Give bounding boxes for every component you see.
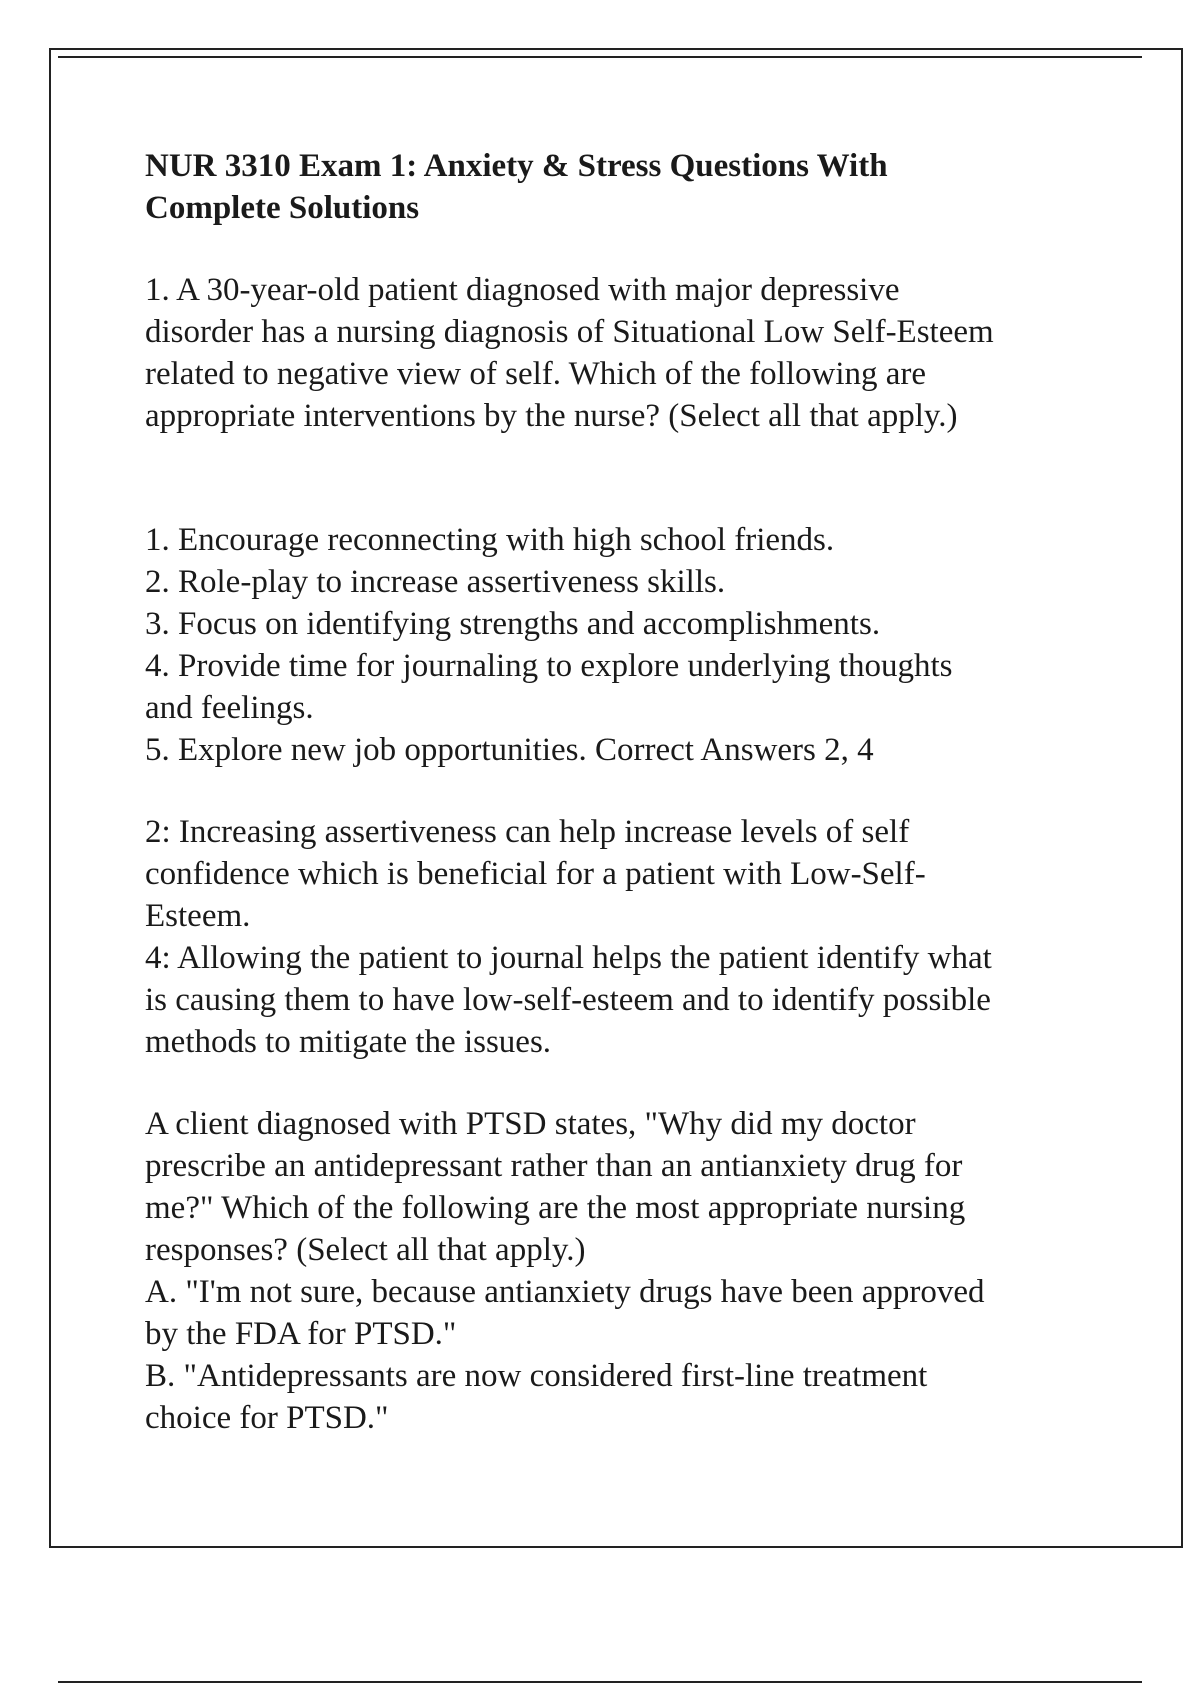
question-2-line: me?" Which of the following are the most appropriate nursing bbox=[145, 1190, 966, 1226]
question-2 bbox=[145, 1103, 1105, 1439]
question-1-options bbox=[145, 519, 1105, 771]
rationale-line: confidence which is beneficial for a patient with Low-Self- bbox=[145, 856, 926, 892]
question-1-option: 2. Role-play to increase assertiveness skills. bbox=[145, 564, 726, 600]
question-2-option: A. "I'm not sure, because antianxiety drugs have been approved bbox=[145, 1274, 985, 1310]
rationale-line: Esteem. bbox=[145, 898, 251, 934]
question-1-option: 1. Encourage reconnecting with high school friends. bbox=[145, 522, 835, 558]
question-2-line: responses? (Select all that apply.) bbox=[145, 1232, 586, 1268]
document-title: NUR 3310 Exam 1: Anxiety & Stress Questions With Complete Solutions bbox=[145, 148, 888, 226]
question-1-stem-line: 1. A 30-year-old patient diagnosed with major depressive bbox=[145, 272, 900, 308]
rationale-line: is causing them to have low-self-esteem and to identify possible bbox=[145, 982, 991, 1018]
question-1-option: 3. Focus on identifying strengths and accomplishments. bbox=[145, 606, 881, 642]
rationale-line: 2: Increasing assertiveness can help increase levels of self bbox=[145, 814, 910, 850]
question-2-option: choice for PTSD." bbox=[145, 1400, 389, 1436]
question-2-line: prescribe an antidepressant rather than an antianxiety drug for bbox=[145, 1148, 963, 1184]
spacer bbox=[145, 437, 1105, 519]
bottom-rule bbox=[58, 1681, 1142, 1683]
question-1-option: 4. Provide time for journaling to explore underlying thoughts bbox=[145, 648, 953, 684]
document-content bbox=[145, 145, 1105, 1439]
question-1-stem-line: disorder has a nursing diagnosis of Situational Low Self-Esteem bbox=[145, 314, 994, 350]
question-2-option: by the FDA for PTSD." bbox=[145, 1316, 457, 1352]
question-1-rationale bbox=[145, 811, 1105, 1063]
rationale-line: 4: Allowing the patient to journal helps the patient identify what bbox=[145, 940, 992, 976]
spacer bbox=[145, 1063, 1105, 1103]
question-1-stem-line: appropriate interventions by the nurse? (Select all that apply.) bbox=[145, 398, 958, 434]
question-1-option: and feelings. bbox=[145, 690, 314, 726]
question-2-line: A client diagnosed with PTSD states, "Why did my doctor bbox=[145, 1106, 916, 1142]
spacer bbox=[145, 771, 1105, 811]
question-1-correct-answers: 5. Explore new job opportunities. Correct Answers 2, 4 bbox=[145, 732, 874, 768]
question-2-option: B. "Antidepressants are now considered first-line treatment bbox=[145, 1358, 928, 1394]
question-1-stem-line: related to negative view of self. Which of the following are bbox=[145, 356, 927, 392]
question-1-stem bbox=[145, 269, 1105, 437]
rationale-line: methods to mitigate the issues. bbox=[145, 1024, 552, 1060]
